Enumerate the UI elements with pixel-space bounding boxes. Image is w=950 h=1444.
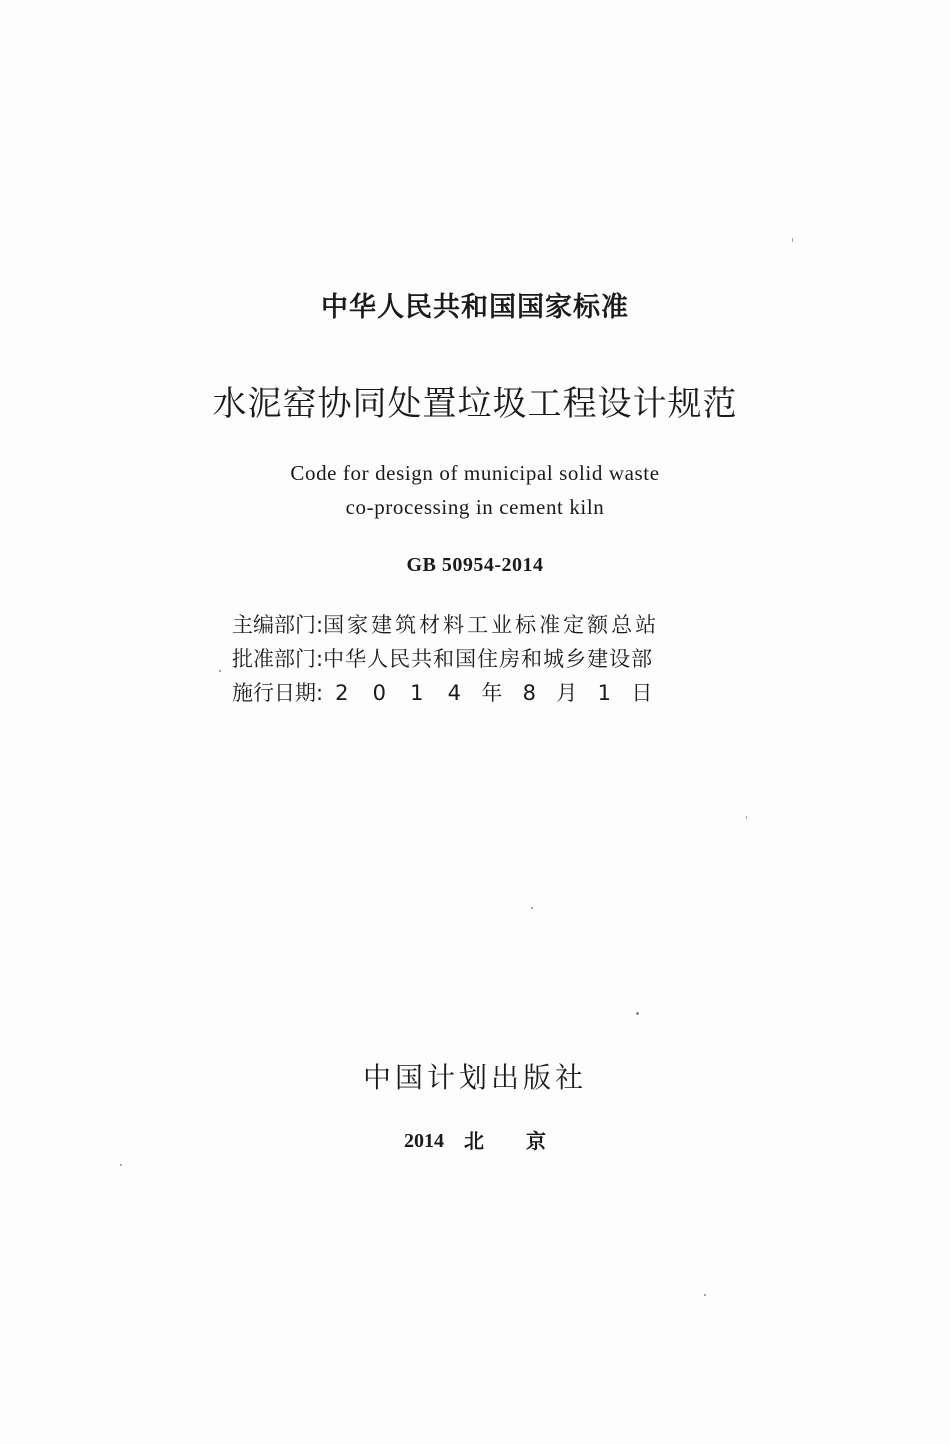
info-block (232, 608, 712, 710)
scan-speck (792, 238, 793, 242)
date-part: 年 (481, 681, 503, 705)
scan-speck (120, 1164, 122, 1166)
scan-speck (746, 816, 747, 819)
editor-value: 国家建筑材料工业标准定额总站 (323, 613, 660, 637)
date-part: 2 (335, 681, 349, 705)
effective-date-value (323, 676, 661, 710)
editor-row (232, 608, 712, 642)
effective-date-row (232, 676, 712, 710)
series-title: 中华人民共和国国家标准 (321, 292, 629, 323)
date-part: 8 (522, 681, 537, 705)
date-part: 日 (631, 681, 653, 705)
date-part: 月 (556, 681, 578, 705)
english-title-line-1: Code for design of municipal solid waste (290, 461, 660, 485)
scan-speck (531, 907, 533, 909)
scan-speck (704, 1294, 706, 1296)
approver-row (232, 642, 712, 676)
date-part: 4 (447, 681, 462, 705)
scan-speck (636, 1012, 639, 1015)
date-part: 1 (410, 681, 424, 705)
effective-label: 施行日期: (232, 681, 324, 705)
main-title: 水泥窑协同处置垃圾工程设计规范 (212, 384, 738, 424)
publication-line (0, 1126, 950, 1156)
editor-label: 主编部门: (232, 613, 324, 637)
date-part: 1 (597, 681, 612, 705)
scan-speck (219, 670, 221, 672)
publication-city: 北京 (464, 1129, 588, 1153)
approver-value: 中华人民共和国住房和城乡建设部 (323, 647, 654, 671)
approver-label: 批准部门: (232, 647, 324, 671)
publication-year: 2014 (404, 1130, 444, 1152)
publisher-name: 中国计划出版社 (362, 1061, 587, 1094)
english-title-line-2: co-processing in cement kiln (345, 495, 605, 519)
standard-number: GB 50954-2014 (406, 554, 544, 576)
date-part: 0 (372, 681, 387, 705)
